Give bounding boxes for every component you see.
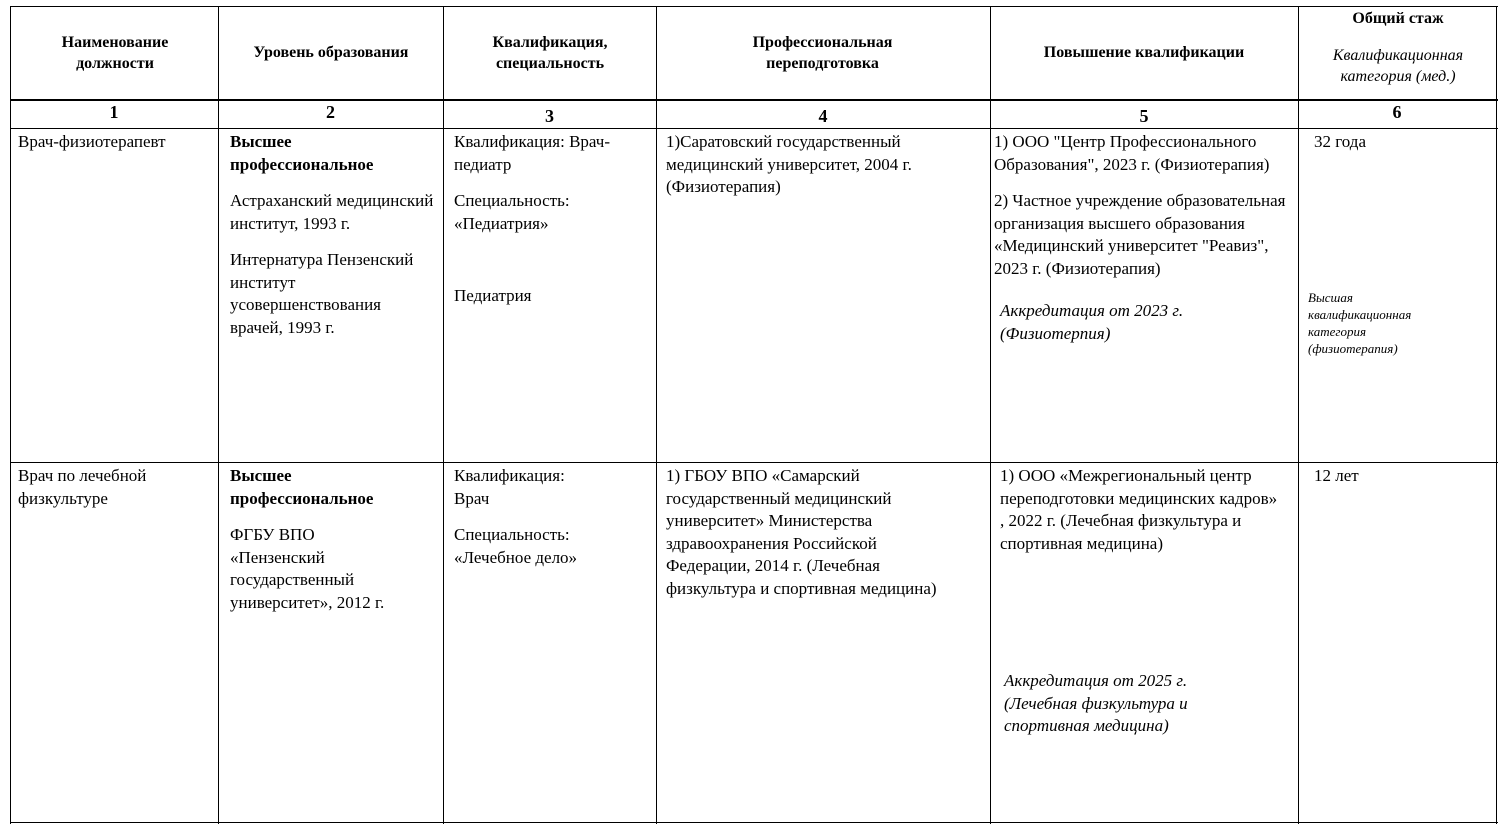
row1-specialty-text: Специальность: «Педиатрия» <box>454 191 570 233</box>
column-number: 2 <box>326 102 335 122</box>
row1-category: Высшая квалификационная категория (физиотерапия) <box>1308 290 1412 356</box>
row2-education-institution: ФГБУ ВПО «Пензенский государственный университет», 2012 г. <box>230 525 385 612</box>
header-advanced-training: Повышение квалификации <box>1043 44 1245 61</box>
row1-retraining: 1)Саратовский государственный медицинский университет, 2004 г. (Физиотерапия) <box>666 132 912 196</box>
row1-qualification-text: Квалификация: Врач-педиатр <box>454 132 610 174</box>
row2-accreditation: Аккредитация от 2025 г. (Лечебная физкультура и спортивная медицина) <box>1004 671 1188 735</box>
column-number: 5 <box>1139 106 1149 126</box>
row2-qualification <box>454 465 650 569</box>
row1-experience: 32 года <box>1314 132 1367 151</box>
header-retraining: Профессиональная переподготовка <box>752 33 893 72</box>
number-row-divider <box>10 128 1498 129</box>
row2-education-level: Высшее профессиональное <box>230 466 374 508</box>
row1-position: Врач-физиотерапевт <box>18 132 166 151</box>
row2-position: Врач по лечебной физкультуре <box>18 466 147 508</box>
header-experience-title: Общий стаж <box>1352 10 1444 27</box>
column-number: 1 <box>109 102 119 122</box>
row1-specialty-extra: Педиатрия <box>454 286 532 305</box>
header-education-level: Уровень образования <box>253 44 409 61</box>
row2-specialty-text: Специальность: «Лечебное дело» <box>454 525 578 567</box>
row1-advanced-training <box>994 131 1290 345</box>
row2-retraining: 1) ГБОУ ВПО «Самарский государственный медицинский университет» Министерства здравоохранения Российской Федерации, 2014 г. (Лечебная физкультура и спортивная медицина) <box>666 466 937 598</box>
header-category-subtitle: Квалификационная категория (мед.) <box>1332 47 1464 85</box>
header-qualification: Квалификация, специальность <box>492 33 608 72</box>
column-number: 3 <box>545 106 554 126</box>
row1-accreditation: Аккредитация от 2023 г. (Физиотерпия) <box>1000 301 1184 343</box>
header-experience <box>1300 8 1496 99</box>
row1-education-level: Высшее профессиональное <box>230 132 374 174</box>
row1-qualification <box>454 131 650 308</box>
row2-training-1: 1) ООО «Межрегиональный центр переподготовки медицинских кадров» , 2022 г. (Лечебная физкультура и спортивная медицина) <box>1000 466 1278 553</box>
row1-education <box>230 131 436 339</box>
staff-table <box>10 6 1498 824</box>
table-border-bottom <box>10 822 1498 823</box>
row1-training-1: 1) ООО "Центр Профессионального Образования", 2023 г. (Физиотерапия) <box>994 132 1270 174</box>
row-divider <box>10 462 1498 463</box>
row2-qualification-text: Квалификация: Врач <box>454 466 565 508</box>
row1-training-2: 2) Частное учреждение образовательная организация высшего образования «Медицинский университет "Реавиз", 2023 г. (Физиотерапия) <box>994 191 1286 278</box>
row2-experience: 12 лет <box>1314 466 1359 485</box>
row2-education <box>230 465 436 614</box>
row1-education-internship: Интернатура Пензенский институт усовершенствования врачей, 1993 г. <box>230 250 414 337</box>
column-number: 6 <box>1392 102 1402 122</box>
column-number: 4 <box>818 106 828 126</box>
header-position: Наименование должности <box>61 33 169 72</box>
row2-advanced-training <box>1000 465 1282 555</box>
row1-education-institution: Астраханский медицинский институт, 1993 г. <box>230 191 434 233</box>
